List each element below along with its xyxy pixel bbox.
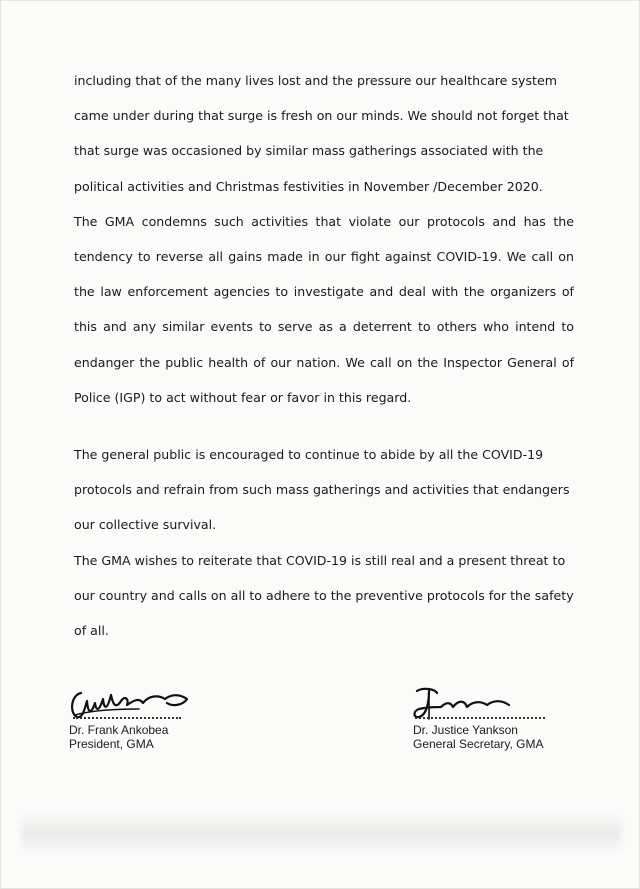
scan-smudge [21,813,621,853]
letter-body [74,63,574,648]
paragraph-reiteration: The GMA wishes to reiterate that COVID-19 is still real and a present threat to our country and calls on all to adhere to the preventive protocols for the safety of all. [74,552,574,639]
paragraph-public-encouragement: The general public is encouraged to continue to abide by all the COVID-19 protocols and refrain from such mass gatherings and activities that endangers our collective survival. [74,447,570,533]
signatory-title-secretary: General Secretary, GMA [413,737,544,751]
paragraph-condemnation: The GMA condemns such activities that violate our protocols and has the tendency to reverse all gains made in our fight against COVID-19. We call on the law enforcement agencies to investigate and deal with the organizers of this and any similar events to serve as a deterrent to others who intend to endanger the public health of our nation. We call on the Inspector General of Police (IGP) to act without fear or favor in this regard. [74,213,574,405]
signature-line [73,717,181,719]
signatory-name-president: Dr. Frank Ankobea [69,723,169,737]
signature-line [415,717,545,719]
signature-block-secretary [409,685,589,751]
signature-block-president [69,685,239,751]
signatory-title-president: President, GMA [69,737,154,751]
signature-president-icon [69,685,199,727]
paragraph-surge: including that of the many lives lost and the pressure our healthcare system came under during that surge is fresh on our minds. We should not forget that that surge was occasioned by similar mass gatherings associated with the political activities and Christmas festivities in November /December 2020. [74,73,569,194]
signatory-name-secretary: Dr. Justice Yankson [413,723,518,737]
signature-secretary-icon [409,685,549,727]
